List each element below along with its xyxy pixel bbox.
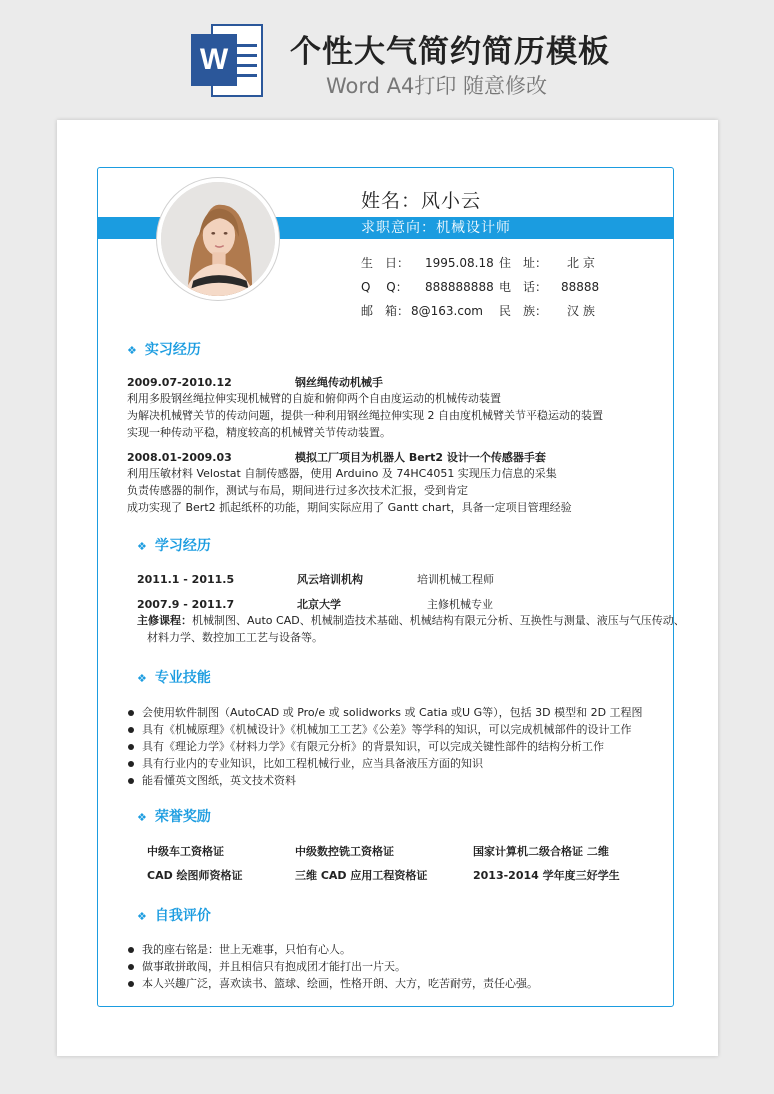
- edu-org: 北京大学: [297, 598, 341, 611]
- section-honors: ❖ 荣誉奖励: [137, 809, 211, 825]
- honor-item: CAD 绘图师资格证: [147, 869, 243, 882]
- phone-value: 88888: [561, 280, 600, 294]
- diamond-icon: ❖: [137, 910, 147, 923]
- internship-line: 为解决机械臂关节的传动问题，提供一种利用钢丝绳拉伸实现 2 自由度机械臂关节平稳运动的装置: [127, 409, 603, 422]
- candidate-name: 姓名：风小云: [361, 190, 482, 212]
- ethnicity-value: 汉 族: [567, 304, 595, 318]
- template-subtitle: Word A4打印 随意修改: [326, 74, 548, 98]
- banner: [0, 0, 774, 112]
- diamond-icon: ❖: [127, 344, 137, 357]
- edu-org: 风云培训机构: [297, 573, 363, 586]
- resume-page: [57, 120, 718, 1056]
- ethnicity-label: 民 族：: [499, 304, 548, 318]
- section-internship: ❖ 实习经历: [127, 342, 201, 358]
- honor-item: 国家计算机二级合格证 二维: [473, 845, 609, 858]
- phone-label: 电 话：: [499, 280, 548, 294]
- internship-title: 钢丝绳传动机械手: [295, 376, 383, 389]
- resume-frame: [97, 167, 685, 1007]
- internship-date: 2008.01-2009.03: [127, 451, 232, 464]
- courses: 主修课程：机械制图、Auto CAD、机械制造技术基础、机械结构有限元分析、互换性与测量、液压与气压传动、: [137, 614, 685, 627]
- internship-date: 2009.07-2010.12: [127, 376, 232, 389]
- self-eval-item: 我的座右铭是：世上无难事，只怕有心人。: [142, 943, 351, 956]
- avatar: [157, 178, 279, 300]
- skill-item: 能看懂英文图纸，英文技术资料: [142, 774, 296, 787]
- edu-date: 2011.1 - 2011.5: [137, 573, 235, 586]
- word-document-icon: W: [191, 24, 263, 97]
- internship-line: 利用多股钢丝绳拉伸实现机械臂的自旋和俯仰两个自由度运动的机械传动装置: [127, 392, 501, 405]
- self-eval-item: 做事敢拼敢闯，并且相信只有抱成团才能打出一片天。: [142, 960, 406, 973]
- internship-line: 负责传感器的制作，测试与布局，期间进行过多次技术汇报，受到肯定: [127, 484, 468, 497]
- honor-item: 三维 CAD 应用工程资格证: [295, 869, 428, 882]
- skill-item: 具有《理论力学》《材料力学》《有限元分析》的背景知识，可以完成关键性部件的结构分析工作: [142, 740, 604, 753]
- internship-line: 成功实现了 Bert2 抓起纸杯的功能，期间实际应用了 Gantt chart，具备一定项目管理经验: [127, 501, 572, 514]
- diamond-icon: ❖: [137, 540, 147, 553]
- honor-item: 中级数控铣工资格证: [295, 845, 394, 858]
- courses-cont: 材料力学、数控加工工艺与设备等。: [147, 631, 323, 644]
- honor-item: 2013-2014 学年度三好学生: [473, 869, 620, 882]
- section-self-eval: ❖ 自我评价: [137, 908, 211, 924]
- email-label: 邮 箱：: [361, 304, 410, 318]
- diamond-icon: ❖: [137, 672, 147, 685]
- self-eval-item: 本人兴趣广泛，喜欢读书、篮球、绘画，性格开朗、大方，吃苦耐劳，责任心强。: [142, 977, 538, 990]
- birthday-label: 生 日：: [361, 256, 410, 270]
- internship-line: 利用压敏材料 Velostat 自制传感器，使用 Arduino 及 74HC4051 实现压力信息的采集: [127, 467, 557, 480]
- edu-major: 主修机械专业: [427, 598, 493, 611]
- template-title: 个性大气简约简历模板: [290, 34, 610, 70]
- skill-item: 会使用软件制图（AutoCAD 或 Pro/e 或 solidworks 或 Catia 或U G等），包括 3D 模型和 2D 工程图: [142, 706, 643, 719]
- internship-title: 模拟工厂项目为机器人 Bert2 设计一个传感器手套: [295, 451, 546, 464]
- internship-line: 实现一种传动平稳，精度较高的机械臂关节传动装置。: [127, 426, 391, 439]
- edu-date: 2007.9 - 2011.7: [137, 598, 235, 611]
- honor-item: 中级车工资格证: [147, 845, 224, 858]
- address-label: 住 址：: [499, 256, 548, 270]
- skill-item: 具有行业内的专业知识，比如工程机械行业，应当具备液压方面的知识: [142, 757, 483, 770]
- birthday-value: 1995.08.18: [425, 256, 494, 270]
- qq-value: 888888888: [425, 280, 494, 294]
- address-value: 北 京: [567, 256, 595, 270]
- section-skills: ❖ 专业技能: [137, 670, 211, 686]
- edu-major: 培训机械工程师: [417, 573, 494, 586]
- email-value: 8@163.com: [411, 304, 483, 318]
- job-intent: 求职意向：机械设计师: [361, 220, 511, 236]
- skill-item: 具有《机械原理》《机械设计》《机械加工工艺》《公差》等学科的知识，可以完成机械部件的设计工作: [142, 723, 632, 736]
- diamond-icon: ❖: [137, 811, 147, 824]
- section-education: ❖ 学习经历: [137, 538, 211, 554]
- qq-label: Q Q：: [361, 280, 408, 294]
